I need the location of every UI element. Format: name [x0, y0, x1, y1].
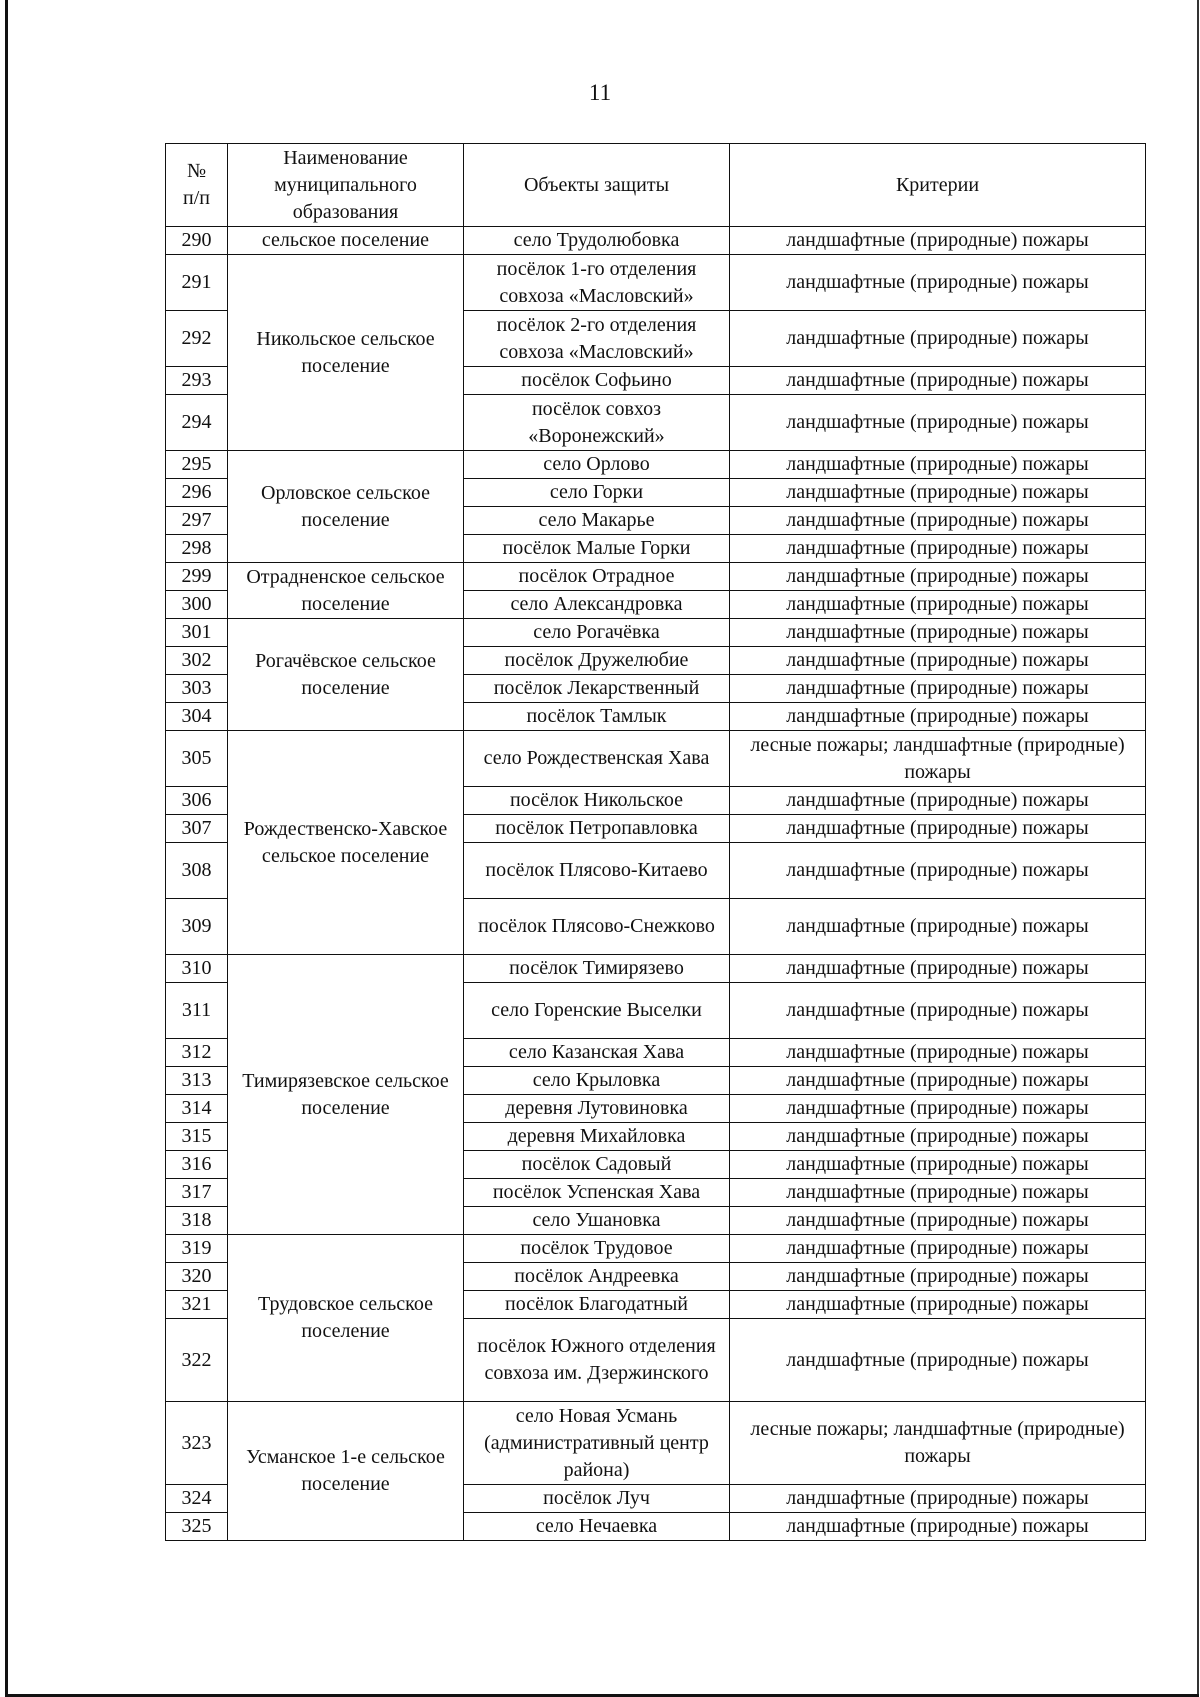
municipality-cell: сельское поселение [228, 227, 464, 255]
object-cell: село Крыловка [464, 1067, 730, 1095]
row-number: 291 [166, 255, 228, 311]
criteria-cell: ландшафтные (природные) пожары [730, 227, 1146, 255]
header-number: № п/п [166, 144, 228, 227]
object-cell: посёлок совхоз «Воронежский» [464, 395, 730, 451]
object-cell: посёлок Никольское [464, 787, 730, 815]
object-cell: посёлок 2-го отделения совхоза «Масловский» [464, 311, 730, 367]
municipality-cell: Рождественско-Хавское сельское поселение [228, 731, 464, 955]
object-cell: село Александровка [464, 591, 730, 619]
row-number: 323 [166, 1402, 228, 1485]
object-cell: село Рождественская Хава [464, 731, 730, 787]
row-number: 310 [166, 955, 228, 983]
municipality-cell: Тимирязевское сельское поселение [228, 955, 464, 1235]
table-row [166, 731, 1146, 787]
municipality-cell: Рогачёвское сельское поселение [228, 619, 464, 731]
object-cell: село Горенские Выселки [464, 983, 730, 1039]
row-number: 308 [166, 843, 228, 899]
object-cell: село Нечаевка [464, 1513, 730, 1541]
criteria-cell: лесные пожары; ландшафтные (природные) пожары [730, 1402, 1146, 1485]
criteria-cell: ландшафтные (природные) пожары [730, 843, 1146, 899]
object-cell: посёлок Тимирязево [464, 955, 730, 983]
row-number: 294 [166, 395, 228, 451]
criteria-cell: ландшафтные (природные) пожары [730, 1095, 1146, 1123]
object-cell: село Новая Усмань (административный центр района) [464, 1402, 730, 1485]
object-cell: село Горки [464, 479, 730, 507]
criteria-cell: ландшафтные (природные) пожары [730, 255, 1146, 311]
criteria-cell: ландшафтные (природные) пожары [730, 1179, 1146, 1207]
header-municipality: Наименование муниципального образования [228, 144, 464, 227]
protection-objects-table [165, 143, 1146, 1541]
row-number: 300 [166, 591, 228, 619]
row-number: 297 [166, 507, 228, 535]
criteria-cell: ландшафтные (природные) пожары [730, 1151, 1146, 1179]
object-cell: деревня Лутовиновка [464, 1095, 730, 1123]
object-cell: посёлок Петропавловка [464, 815, 730, 843]
object-cell: посёлок Дружелюбие [464, 647, 730, 675]
row-number: 307 [166, 815, 228, 843]
row-number: 321 [166, 1291, 228, 1319]
object-cell: посёлок Плясово-Китаево [464, 843, 730, 899]
object-cell: посёлок Тамлык [464, 703, 730, 731]
criteria-cell: ландшафтные (природные) пожары [730, 675, 1146, 703]
object-cell: посёлок Садовый [464, 1151, 730, 1179]
municipality-cell: Трудовское сельское поселение [228, 1235, 464, 1402]
table-row [166, 227, 1146, 255]
object-cell: посёлок Софьино [464, 367, 730, 395]
row-number: 324 [166, 1485, 228, 1513]
row-number: 301 [166, 619, 228, 647]
row-number: 293 [166, 367, 228, 395]
criteria-cell: ландшафтные (природные) пожары [730, 1067, 1146, 1095]
row-number: 312 [166, 1039, 228, 1067]
object-cell: посёлок Луч [464, 1485, 730, 1513]
object-cell: посёлок Лекарственный [464, 675, 730, 703]
object-cell: посёлок Южного отделения совхоза им. Дзержинского [464, 1319, 730, 1402]
object-cell: село Ушановка [464, 1207, 730, 1235]
header-criteria: Критерии [730, 144, 1146, 227]
row-number: 314 [166, 1095, 228, 1123]
criteria-cell: ландшафтные (природные) пожары [730, 899, 1146, 955]
object-cell: село Орлово [464, 451, 730, 479]
row-number: 303 [166, 675, 228, 703]
table-header-row [166, 144, 1146, 227]
object-cell: деревня Михайловка [464, 1123, 730, 1151]
scan-border-right [1197, 0, 1199, 1697]
table-row [166, 955, 1146, 983]
table-row [166, 1402, 1146, 1485]
row-number: 317 [166, 1179, 228, 1207]
object-cell: село Рогачёвка [464, 619, 730, 647]
row-number: 309 [166, 899, 228, 955]
object-cell: посёлок 1-го отделения совхоза «Масловский» [464, 255, 730, 311]
criteria-cell: ландшафтные (природные) пожары [730, 591, 1146, 619]
criteria-cell: ландшафтные (природные) пожары [730, 395, 1146, 451]
criteria-cell: ландшафтные (природные) пожары [730, 1123, 1146, 1151]
object-cell: посёлок Отрадное [464, 563, 730, 591]
criteria-cell: ландшафтные (природные) пожары [730, 1207, 1146, 1235]
row-number: 311 [166, 983, 228, 1039]
criteria-cell: ландшафтные (природные) пожары [730, 507, 1146, 535]
criteria-cell: ландшафтные (природные) пожары [730, 1319, 1146, 1402]
criteria-cell: лесные пожары; ландшафтные (природные) пожары [730, 731, 1146, 787]
criteria-cell: ландшафтные (природные) пожары [730, 479, 1146, 507]
row-number: 320 [166, 1263, 228, 1291]
criteria-cell: ландшафтные (природные) пожары [730, 955, 1146, 983]
criteria-cell: ландшафтные (природные) пожары [730, 619, 1146, 647]
criteria-cell: ландшафтные (природные) пожары [730, 703, 1146, 731]
row-number: 306 [166, 787, 228, 815]
row-number: 299 [166, 563, 228, 591]
scan-border-left [5, 0, 8, 1697]
criteria-cell: ландшафтные (природные) пожары [730, 1291, 1146, 1319]
municipality-cell: Никольское сельское поселение [228, 255, 464, 451]
table-row [166, 563, 1146, 591]
criteria-cell: ландшафтные (природные) пожары [730, 535, 1146, 563]
criteria-cell: ландшафтные (природные) пожары [730, 311, 1146, 367]
table-row [166, 451, 1146, 479]
object-cell: посёлок Трудовое [464, 1235, 730, 1263]
criteria-cell: ландшафтные (природные) пожары [730, 647, 1146, 675]
row-number: 298 [166, 535, 228, 563]
row-number: 295 [166, 451, 228, 479]
row-number: 316 [166, 1151, 228, 1179]
municipality-cell: Отрадненское сельское поселение [228, 563, 464, 619]
criteria-cell: ландшафтные (природные) пожары [730, 1513, 1146, 1541]
object-cell: посёлок Успенская Хава [464, 1179, 730, 1207]
municipality-cell: Орловское сельское поселение [228, 451, 464, 563]
row-number: 319 [166, 1235, 228, 1263]
row-number: 318 [166, 1207, 228, 1235]
row-number: 322 [166, 1319, 228, 1402]
municipality-cell: Усманское 1-е сельское поселение [228, 1402, 464, 1541]
row-number: 292 [166, 311, 228, 367]
header-objects: Объекты защиты [464, 144, 730, 227]
row-number: 315 [166, 1123, 228, 1151]
table-row [166, 255, 1146, 311]
criteria-cell: ландшафтные (природные) пожары [730, 787, 1146, 815]
row-number: 290 [166, 227, 228, 255]
object-cell: посёлок Плясово-Снежково [464, 899, 730, 955]
criteria-cell: ландшафтные (природные) пожары [730, 1263, 1146, 1291]
object-cell: посёлок Андреевка [464, 1263, 730, 1291]
table-row [166, 619, 1146, 647]
row-number: 302 [166, 647, 228, 675]
row-number: 304 [166, 703, 228, 731]
row-number: 305 [166, 731, 228, 787]
criteria-cell: ландшафтные (природные) пожары [730, 563, 1146, 591]
criteria-cell: ландшафтные (природные) пожары [730, 1485, 1146, 1513]
object-cell: посёлок Благодатный [464, 1291, 730, 1319]
criteria-cell: ландшафтные (природные) пожары [730, 1235, 1146, 1263]
object-cell: посёлок Малые Горки [464, 535, 730, 563]
criteria-cell: ландшафтные (природные) пожары [730, 451, 1146, 479]
row-number: 325 [166, 1513, 228, 1541]
row-number: 296 [166, 479, 228, 507]
criteria-cell: ландшафтные (природные) пожары [730, 367, 1146, 395]
row-number: 313 [166, 1067, 228, 1095]
criteria-cell: ландшафтные (природные) пожары [730, 983, 1146, 1039]
object-cell: село Макарье [464, 507, 730, 535]
object-cell: село Казанская Хава [464, 1039, 730, 1067]
criteria-cell: ландшафтные (природные) пожары [730, 1039, 1146, 1067]
table-row [166, 1235, 1146, 1263]
page-number: 11 [588, 80, 612, 105]
criteria-cell: ландшафтные (природные) пожары [730, 815, 1146, 843]
object-cell: село Трудолюбовка [464, 227, 730, 255]
